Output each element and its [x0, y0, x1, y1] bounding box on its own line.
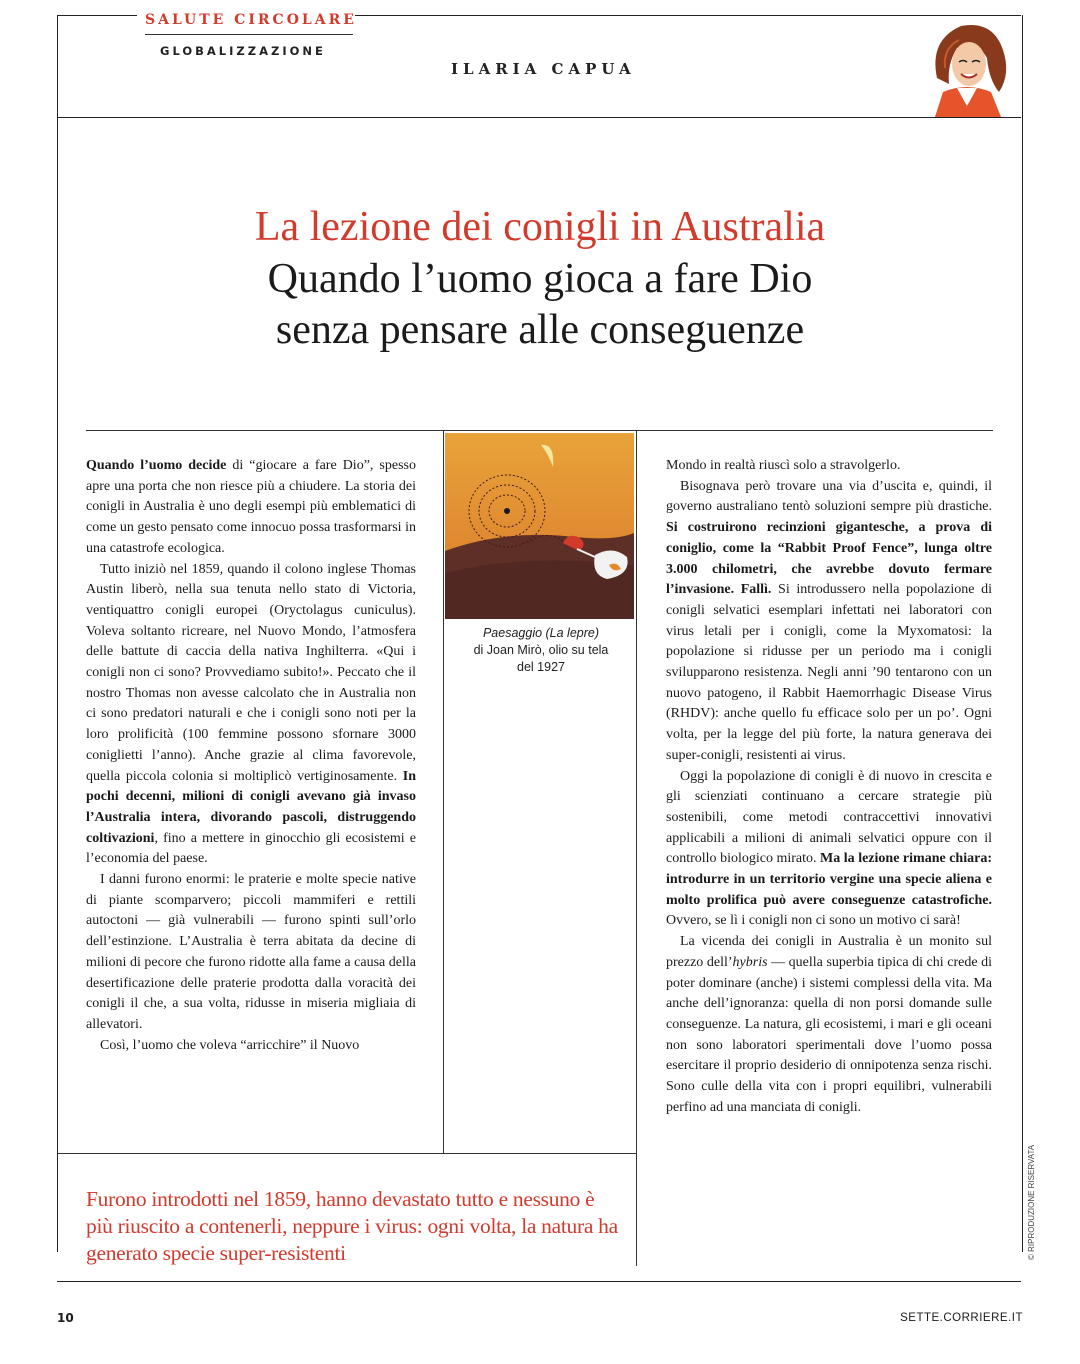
- body-column-left: [86, 456, 416, 1056]
- header-rule-left: [57, 15, 137, 16]
- paragraph: Quando l’uomo decide di “giocare a fare Dio”, spesso apre una porta che non riesce più a chiudere. La storia dei conigli in Australia è uno degli esempi più emblematici di come un gesto pensato come innocuo possa trasformarsi in una catastrofe ecologica.: [86, 458, 416, 556]
- section-underline: [145, 34, 353, 35]
- body-column-right: [666, 456, 992, 1119]
- site-url: SETTE.CORRIERE.IT: [900, 1312, 1023, 1324]
- paragraph: I danni furono enormi: le praterie e molte specie native di piante scomparvero; piccoli mammiferi e rettili autoctoni — già vulnerabili — furono spinti sull’orlo dell’estinzione. L’Australia è terra abitata da decine di milioni di pecore che furono ridotte alla fame a causa della desertificazione delle praterie prodotta dalla voracità dei conigli il che, a sua volta, ridusse in miseria migliaia di allevatori.: [86, 872, 416, 1032]
- column-separator-left: [443, 431, 444, 1153]
- column-separator-right: [636, 431, 637, 1266]
- body-top-rule: [86, 430, 993, 431]
- lead-in: Quando l’uomo decide: [86, 458, 227, 473]
- copyright-notice: © RIPRODUZIONE RISERVATA: [1027, 1144, 1036, 1260]
- header-rule-right: [355, 15, 1021, 16]
- paragraph: Così, l’uomo che voleva “arricchire” il Nuovo: [100, 1037, 360, 1053]
- footer-rule: [57, 1281, 1021, 1282]
- paragraph: Bisognava però trovare una via d’uscita e, quindi, il governo australiano tentò soluzioni sempre più drastiche. Si costruirono recinzioni gigantesche, a prova di coniglio, come la “Rabbit Proof Fence”, lunga oltre 3.000 chilometri, che avrebbe dovuto fermare l’invasione. Fallì. Si introdussero nella popolazione di conigli selvatici esemplari infettati nei laboratori con virus letali per i conigli, come la Myxomatosi: la popolazione si ridusse per un periodo ma i conigli svilupparono resistenza. Negli anni ’90 tentarono con un nuovo patogeno, il Rabbit Haemorrhagic Disease Virus (RHDV): anche quello fu efficace solo per un po’. Ogni volta, per la legge del più forte, la natura generava dei super-conigli, resistenti ai virus.: [666, 478, 992, 763]
- author-portrait: [915, 18, 1020, 117]
- topic-label: GLOBALIZZAZIONE: [160, 44, 326, 58]
- pull-quote: Furono introdotti nel 1859, hanno devastato tutto e nessuno è più riuscito a contenerli, neppure i virus: ogni volta, la natura ha generato specie super-resistenti: [86, 1187, 618, 1265]
- paragraph: Tutto iniziò nel 1859, quando il colono inglese Thomas Austin liberò, nella sua tenuta nello stato di Victoria, ventiquattro conigli europei (Oryctolagus cuniculus). Voleva soltanto ricreare, nel Nuovo Mondo, l’atmosfera delle battute di caccia della nativa Inghilterra. «Qui i conigli non ci sono? Provvediamo subito!». Peccato che il nostro Thomas non avesse calcolato che in Australia non ci sono predatori naturali e che i conigli sono noti per la loro prolificità (100 femmine possono sfornare 3000 coniglietti l’anno). Anche grazie al clima favorevole, quella piccola colonia si moltiplicò vertiginosamente. In pochi decenni, milioni di conigli avevano già invaso l’Australia intera, divorando pascoli, distruggendo coltivazioni, fino a mettere in ginocchio gli ecosistemi e l’economia del paese.: [86, 561, 416, 867]
- caption-line: di Joan Mirò, olio su tela: [473, 643, 609, 657]
- paragraph: Mondo in realtà riuscì solo a stravolgerlo.: [666, 458, 901, 473]
- caption-line: del 1927: [517, 660, 565, 674]
- image-caption: [448, 625, 634, 676]
- headline-red: La lezione dei conigli in Australia: [254, 204, 826, 250]
- headline-line-3: senza pensare alle conseguenze: [275, 307, 805, 353]
- section-label: SALUTE CIRCOLARE: [145, 12, 357, 28]
- headline-line-2: Quando l’uomo gioca a fare Dio: [267, 256, 813, 302]
- pull-quote-rule: [57, 1153, 637, 1154]
- page-number: 10: [57, 1311, 74, 1325]
- header-bottom-rule: [57, 117, 1021, 118]
- headline-block: [60, 200, 1020, 356]
- author-name: ILARIA CAPUA: [451, 60, 636, 78]
- miro-painting-image: [445, 433, 634, 619]
- caption-title: Paesaggio (La lepre): [482, 626, 600, 640]
- paragraph: La vicenda dei conigli in Australia è un monito sul prezzo dell’hybris — quella superbia tipica di chi crede di poter dominare (anche) i sistemi complessi della vita. Ma anche dell’ignoranza: quella di non porsi domande sulle conseguenze. La natura, gli ecosistemi, i mari e gli oceani non sono laboratori sperimentali dove l’uomo possa esercitare il proprio desiderio di onnipotenza senza rischi. Sono culle della vita con i propri equilibri, vulnerabili perfino ad una manciata di conigli.: [666, 934, 992, 1115]
- paragraph: Oggi la popolazione di conigli è di nuovo in crescita e gli scienziati continuano a cercare strategie più sostenibili, come metodi contraccettivi innovativi applicabili a milioni di animali selvatici oppure con il controllo biologico mirato. Ma la lezione rimane chiara: introdurre in un territorio vergine una specie aliena e molto prolifica può avere conseguenze catastrofiche. Ovvero, se lì i conigli non ci sono un motivo ci sarà!: [666, 768, 992, 929]
